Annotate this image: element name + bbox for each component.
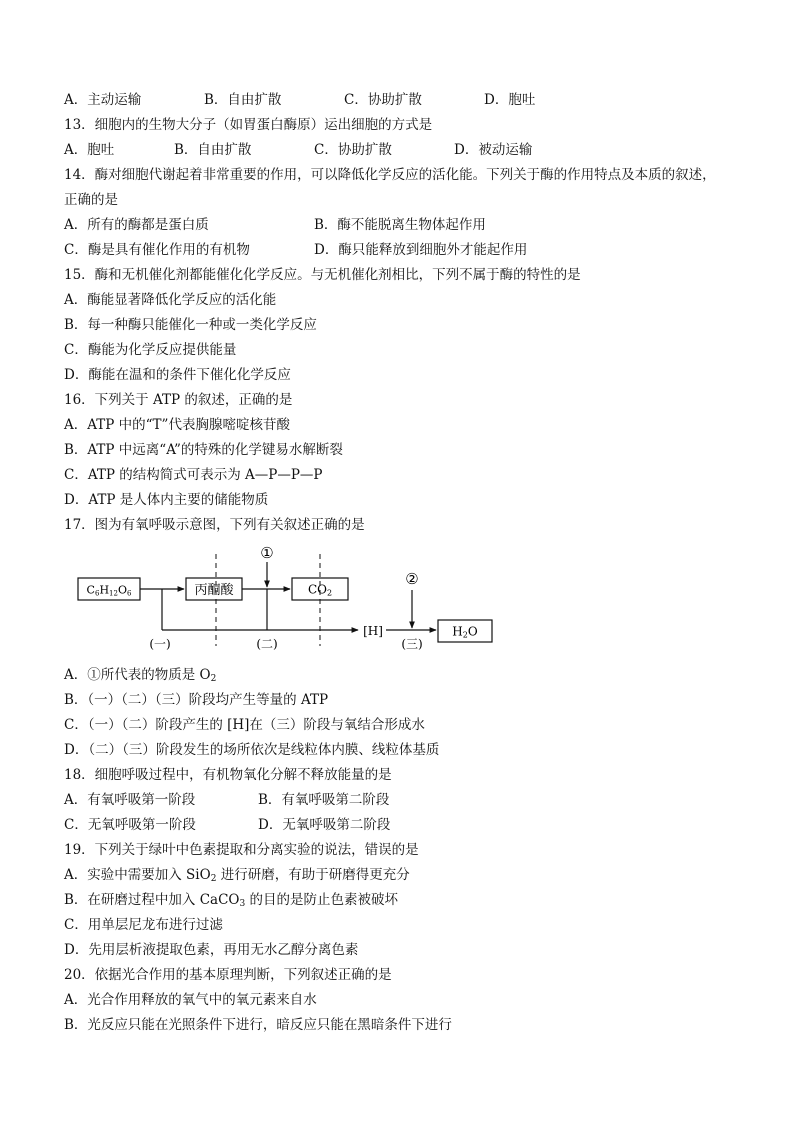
stage-3-label: (三)	[401, 637, 423, 651]
q15-stem: 15．酶和无机催化剂都能催化化学反应。与无机催化剂相比，下列不属于酶的特性的是	[64, 267, 581, 283]
q16-stem: 16．下列关于 ATP 的叙述，正确的是	[64, 392, 293, 408]
q14-option-a: A．所有的酶都是蛋白质	[64, 217, 209, 233]
q19-option-d: D．先用层析液提取色素，再用无水乙醇分离色素	[64, 942, 359, 958]
q13-stem: 13．细胞内的生物大分子（如胃蛋白酶原）运出细胞的方式是	[64, 117, 433, 133]
q19-option-b: B．在研磨过程中加入 CaCO$_3$ 的目的是防止色素被破坏	[64, 892, 399, 909]
q12-option-c: C．协助扩散	[344, 92, 422, 108]
stage-1-label: (一)	[149, 637, 171, 651]
q18-option-d: D．无氧呼吸第二阶段	[258, 817, 391, 833]
q17-option-d: D．（二）（三）阶段发生的场所依次是线粒体内膜、线粒体基质	[64, 742, 440, 758]
q12-option-a: A．主动运输	[64, 92, 142, 108]
q15-option-c: C．酶能为化学反应提供能量	[64, 342, 237, 358]
q12-option-d: D．胞吐	[484, 92, 536, 108]
q13-option-c: C．协助扩散	[314, 142, 392, 158]
h-label: [H]	[363, 624, 383, 638]
stage-2-label: (二)	[256, 637, 278, 651]
q13-option-a: A．胞吐	[64, 142, 115, 158]
marker-1: ①	[260, 544, 274, 562]
q14-option-c: C．酶是具有催化作用的有机物	[64, 242, 250, 258]
q17-stem: 17．图为有氧呼吸示意图，下列有关叙述正确的是	[64, 517, 365, 533]
q16-option-d: D．ATP 是人体内主要的储能物质	[64, 492, 269, 508]
q18-option-c: C．无氧呼吸第一阶段	[64, 817, 196, 833]
q17-option-c: C．（一）（二）阶段产生的 [H]在（三）阶段与氧结合形成水	[64, 717, 425, 733]
q19-option-a: A．实验中需要加入 SiO$_2$ 进行研磨，有助于研磨得更充分	[64, 867, 410, 884]
q17-option-a: A．①所代表的物质是 $O_2$	[64, 667, 217, 684]
q18-stem: 18．细胞呼吸过程中，有机物氧化分解不释放能量的是	[64, 767, 392, 783]
pyruvate-label: 丙酮酸	[194, 583, 234, 598]
q13-option-b: B．自由扩散	[174, 142, 252, 158]
q16-option-c: C．ATP 的结构简式可表示为 A—P—P—P	[64, 467, 323, 483]
q14-option-b: B．酶不能脱离生物体起作用	[314, 217, 486, 233]
q14-stem: 14．酶对细胞代谢起着非常重要的作用，可以降低化学反应的活化能。下列关于酶的作用特点及本质的叙述，	[64, 167, 716, 183]
q20-option-a: A．光合作用释放的氧气中的氧元素来自水	[64, 992, 317, 1008]
q20-stem: 20．依据光合作用的基本原理判断，下列叙述正确的是	[64, 967, 392, 983]
q20-option-b: B．光反应只能在光照条件下进行，暗反应只能在黑暗条件下进行	[64, 1017, 452, 1033]
q16-option-a: A．ATP 中的“T”代表胸腺嘧啶核苷酸	[64, 417, 290, 433]
glucose-label: C6H12O6	[86, 583, 132, 598]
co2-label: CO2	[307, 582, 333, 598]
q14-option-d: D．酶只能释放到细胞外才能起作用	[314, 242, 528, 258]
q18-option-b: B．有氧呼吸第二阶段	[258, 792, 390, 808]
aerobic-respiration-diagram	[64, 540, 524, 660]
q15-option-b: B．每一种酶只能催化一种或一类化学反应	[64, 317, 317, 333]
q18-option-a: A．有氧呼吸第一阶段	[64, 792, 196, 808]
q17-option-b: B．（一）（二）（三）阶段均产生等量的 ATP	[64, 692, 329, 708]
q19-stem: 19．下列关于绿叶中色素提取和分离实验的说法，错误的是	[64, 842, 419, 858]
q19-option-c: C．用单层尼龙布进行过滤	[64, 917, 223, 933]
marker-2: ②	[405, 570, 419, 588]
q15-option-a: A．酶能显著降低化学反应的活化能	[64, 292, 277, 308]
q14-stem-continued: 正确的是	[64, 192, 118, 208]
q13-option-d: D．被动运输	[454, 142, 533, 158]
q16-option-b: B．ATP 中远离“A”的特殊的化学键易水解断裂	[64, 442, 343, 458]
h2o-label: H2O	[452, 624, 478, 640]
q15-option-d: D．酶能在温和的条件下催化化学反应	[64, 367, 291, 383]
q12-option-b: B．自由扩散	[204, 92, 282, 108]
